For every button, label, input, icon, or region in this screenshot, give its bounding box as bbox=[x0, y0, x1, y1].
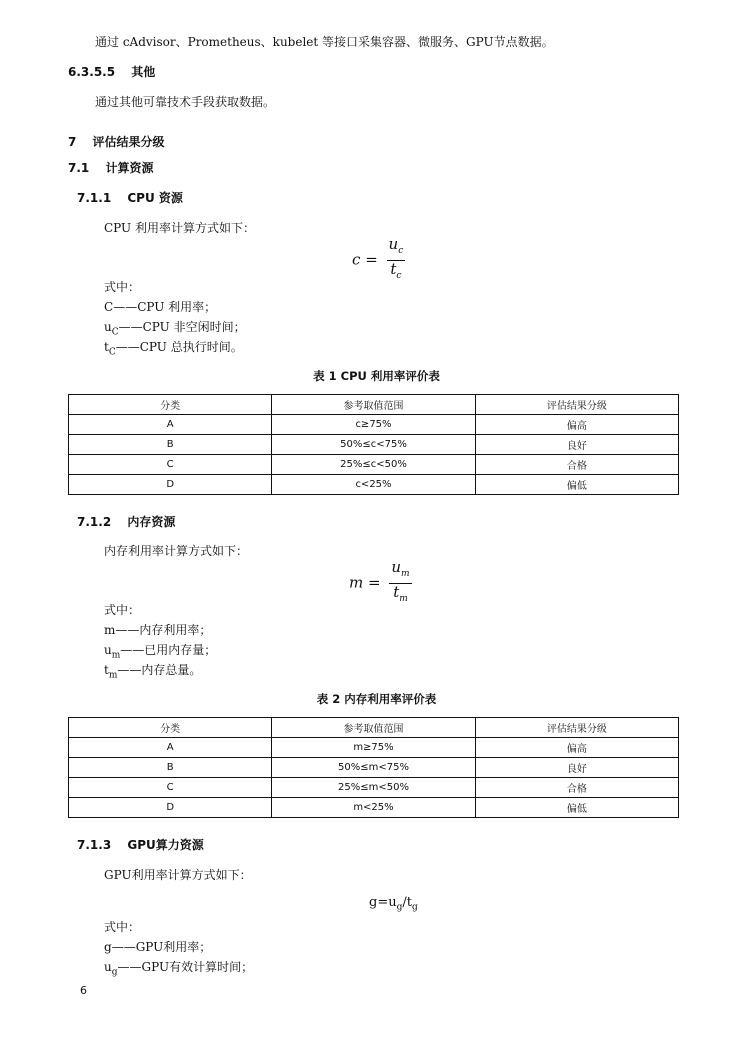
def-symbol: C bbox=[104, 300, 114, 314]
table-row bbox=[69, 415, 679, 435]
formula-lhs: c bbox=[352, 250, 361, 269]
def-subscript: C bbox=[111, 327, 119, 338]
heading-number: 7.1.1 bbox=[77, 191, 112, 205]
table-cell: c≥75% bbox=[272, 415, 475, 435]
def-text: ——内存总量。 bbox=[117, 663, 202, 677]
mem-def-2 bbox=[104, 641, 216, 660]
table-row bbox=[69, 798, 679, 818]
numerator-base: u bbox=[391, 558, 402, 576]
heading-title: CPU 资源 bbox=[127, 191, 183, 205]
def-text: ——GPU有效计算时间； bbox=[117, 960, 254, 974]
def-symbol: t bbox=[104, 340, 109, 354]
table-cell: 偏低 bbox=[475, 798, 678, 818]
gpu-formula-intro: GPU利用率计算方式如下： bbox=[104, 868, 252, 882]
table-cell: 合格 bbox=[475, 778, 678, 798]
mem-formula-intro: 内存利用率计算方式如下： bbox=[104, 544, 249, 558]
formula-lhs: g=u bbox=[369, 895, 397, 910]
heading-7-1-1 bbox=[77, 189, 183, 206]
formula-lhs: m bbox=[349, 573, 364, 592]
gpu-where-label: 式中： bbox=[104, 920, 141, 934]
table-row bbox=[69, 435, 679, 455]
def-subscript: g bbox=[111, 967, 118, 978]
def-symbol: u bbox=[104, 960, 112, 974]
cpu-def-2 bbox=[104, 318, 246, 337]
heading-number: 7 bbox=[68, 135, 77, 149]
table-cell: 偏高 bbox=[475, 738, 678, 758]
def-symbol: u bbox=[104, 643, 112, 657]
numerator-subscript: m bbox=[401, 569, 410, 579]
table-cell: 25%≤c<50% bbox=[272, 455, 475, 475]
heading-7-1 bbox=[68, 159, 153, 176]
table-cell: 50%≤m<75% bbox=[272, 758, 475, 778]
table-row bbox=[69, 455, 679, 475]
table-header-row bbox=[69, 718, 679, 738]
heading-number: 7.1.2 bbox=[77, 515, 112, 529]
paragraph-data-sources: 通过 cAdvisor、Prometheus、kubelet 等接口采集容器、微服务、GPU节点数据。 bbox=[95, 35, 554, 49]
cpu-utilization-table bbox=[68, 394, 679, 495]
table-header-cell: 分类 bbox=[69, 718, 272, 738]
table-cell: 25%≤m<50% bbox=[272, 778, 475, 798]
table-cell: m<25% bbox=[272, 798, 475, 818]
heading-number: 7.1 bbox=[68, 161, 90, 175]
table-row bbox=[69, 475, 679, 495]
cpu-def-1 bbox=[104, 298, 216, 317]
table-header-cell: 参考取值范围 bbox=[272, 718, 475, 738]
heading-title: GPU算力资源 bbox=[127, 838, 204, 852]
heading-7-1-2 bbox=[77, 513, 175, 530]
def-subscript: m bbox=[108, 670, 118, 681]
table-cell: D bbox=[69, 798, 272, 818]
mem-def-1 bbox=[104, 621, 211, 640]
table-header-cell: 分类 bbox=[69, 395, 272, 415]
formula-fraction bbox=[387, 236, 406, 285]
denominator-base: t bbox=[393, 583, 400, 601]
table-cell: 良好 bbox=[475, 758, 678, 778]
denominator-subscript: c bbox=[396, 271, 402, 281]
mem-def-3 bbox=[104, 661, 201, 680]
memory-utilization-table bbox=[68, 717, 679, 818]
def-subscript: m bbox=[111, 650, 121, 661]
table-cell: B bbox=[69, 435, 272, 455]
mem-formula bbox=[349, 559, 412, 608]
formula-equals: = bbox=[368, 573, 381, 592]
heading-6-3-5-5 bbox=[68, 63, 155, 80]
def-text: ——CPU 利用率； bbox=[113, 300, 217, 314]
formula-divisor: /t bbox=[402, 895, 412, 910]
def-text: ——内存利用率； bbox=[115, 623, 212, 637]
def-text: ——GPU利用率； bbox=[111, 940, 212, 954]
cpu-def-3 bbox=[104, 338, 243, 357]
table-cell: m≥75% bbox=[272, 738, 475, 758]
cpu-where-label: 式中： bbox=[104, 280, 141, 294]
heading-7-1-3 bbox=[77, 836, 204, 853]
formula-fraction bbox=[389, 559, 411, 608]
table-cell: 偏低 bbox=[475, 475, 678, 495]
table-cell: A bbox=[69, 738, 272, 758]
table-cell: 良好 bbox=[475, 435, 678, 455]
def-symbol: t bbox=[104, 663, 109, 677]
denominator-base: t bbox=[390, 260, 397, 278]
table-header-cell: 评估结果分级 bbox=[475, 718, 678, 738]
heading-title: 评估结果分级 bbox=[92, 135, 165, 149]
def-subscript: C bbox=[108, 347, 116, 358]
formula-subscript: g bbox=[411, 902, 418, 913]
formula-subscript: g bbox=[396, 902, 403, 913]
def-symbol: m bbox=[104, 623, 116, 637]
heading-7 bbox=[68, 133, 165, 150]
def-symbol: u bbox=[104, 320, 112, 334]
def-symbol: g bbox=[104, 940, 112, 954]
numerator-subscript: c bbox=[398, 246, 404, 256]
heading-number: 7.1.3 bbox=[77, 838, 112, 852]
table-row bbox=[69, 738, 679, 758]
heading-title: 计算资源 bbox=[105, 161, 154, 175]
table-cell: 偏高 bbox=[475, 415, 678, 435]
cpu-formula bbox=[352, 236, 405, 285]
table-cell: c<25% bbox=[272, 475, 475, 495]
table-row bbox=[69, 778, 679, 798]
table-cell: A bbox=[69, 415, 272, 435]
table-header-cell: 参考取值范围 bbox=[272, 395, 475, 415]
table-header-cell: 评估结果分级 bbox=[475, 395, 678, 415]
table1-caption: 表 1 CPU 利用率评价表 bbox=[313, 369, 440, 383]
table-cell: B bbox=[69, 758, 272, 778]
paragraph-other-methods: 通过其他可靠技术手段获取数据。 bbox=[95, 95, 276, 109]
heading-title: 内存资源 bbox=[127, 515, 176, 529]
gpu-def-2 bbox=[104, 958, 253, 977]
table-cell: D bbox=[69, 475, 272, 495]
table2-caption: 表 2 内存利用率评价表 bbox=[316, 692, 437, 706]
table-cell: C bbox=[69, 778, 272, 798]
mem-where-label: 式中： bbox=[104, 603, 141, 617]
formula-equals: = bbox=[365, 250, 378, 269]
heading-number: 6.3.5.5 bbox=[68, 65, 116, 79]
def-text: ——已用内存量； bbox=[120, 643, 217, 657]
gpu-def-1 bbox=[104, 938, 211, 957]
table-cell: 合格 bbox=[475, 455, 678, 475]
def-text: ——CPU 总执行时间。 bbox=[115, 340, 243, 354]
table-header-row bbox=[69, 395, 679, 415]
heading-title: 其他 bbox=[131, 65, 156, 79]
page-number: 6 bbox=[80, 984, 87, 997]
gpu-formula bbox=[369, 895, 418, 913]
denominator-subscript: m bbox=[399, 594, 408, 604]
table-cell: 50%≤c<75% bbox=[272, 435, 475, 455]
cpu-formula-intro: CPU 利用率计算方式如下： bbox=[104, 221, 255, 235]
def-text: ——CPU 非空闲时间； bbox=[118, 320, 246, 334]
numerator-base: u bbox=[388, 235, 399, 253]
table-cell: C bbox=[69, 455, 272, 475]
table-row bbox=[69, 758, 679, 778]
